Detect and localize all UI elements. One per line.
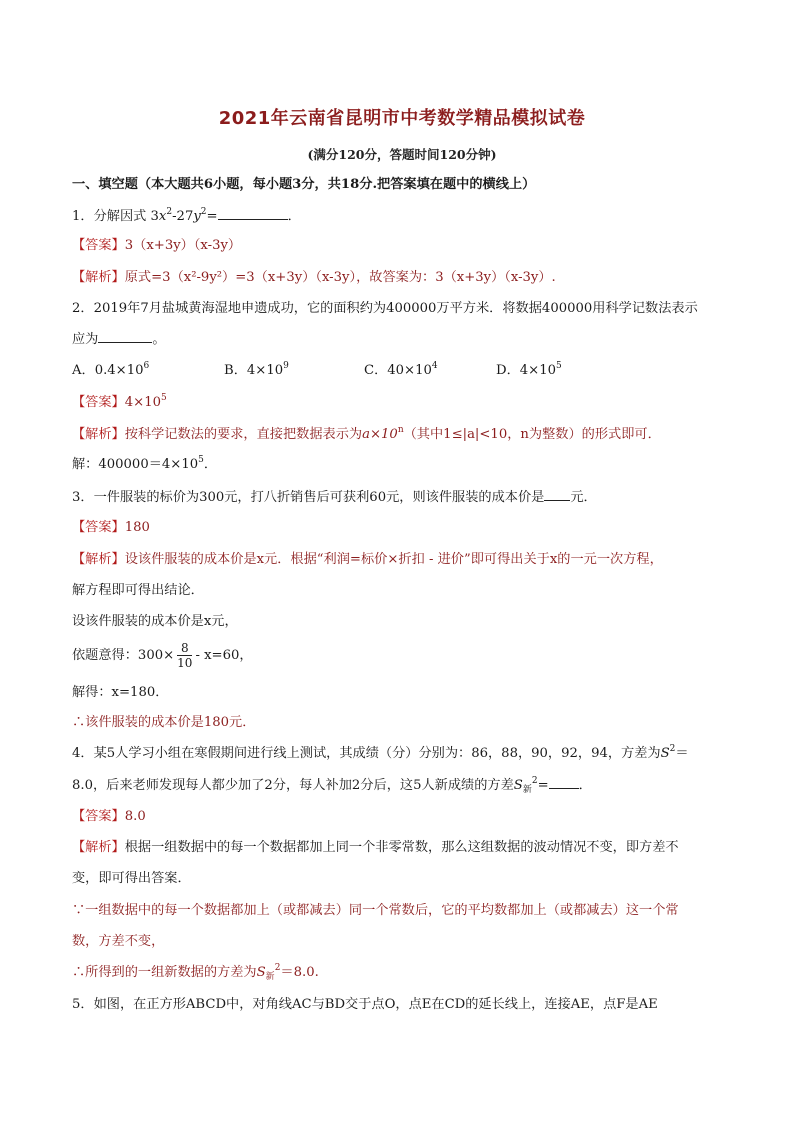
q4-answer: 【答案】8.0: [72, 809, 146, 824]
q2-option-d: D．$4\times 10^5$: [496, 361, 562, 378]
section-heading: 一、填空题（本大题共6小题，每小题3分，共18分.把答案填在题中的横线上）: [72, 177, 536, 192]
q4-stem-line1: 4．某5人学习小组在寒假期间进行线上测试，其成绩（分）分别为：86，88，90，92，94，方差为$S^2=$: [72, 744, 689, 761]
fraction: $\frac{8}{10}$: [177, 641, 193, 670]
q4-reason-line2: 数，方差不变，: [72, 934, 165, 949]
q2-option-b: B．$4\times 10^9$: [224, 361, 289, 378]
q2-stem-line2: 应为 。: [72, 332, 166, 347]
q4-stem-line2: 8.0，后来老师发现每人都少加了2分，每人补加2分后，这5人新成绩的方差$S_新^2=$ ．: [72, 776, 592, 795]
q2-option-c: C．$40\times 10^4$: [364, 361, 438, 378]
q4-reason-line1: ∵一组数据中的每一个数据都加上（或都减去）同一个常数后，它的平均数都加上（或都减去）这一个常: [72, 903, 679, 918]
q3-stem: 3．一件服装的标价为300元，打八折销售后可获利60元，则该件服装的成本价是 元．: [72, 490, 597, 505]
q3-conclusion: ∴该件服装的成本价是180元．: [72, 715, 256, 730]
q2-stem-line1: 2．2019年7月盐城黄海湿地申遗成功，它的面积约为400000万平方米．将数据400000用科学记数法表示: [72, 301, 698, 316]
q2-analysis: 【解析】按科学记数法的要求，直接把数据表示为$a\times 10^n$（其中1≤|a|<10，n为整数）的形式即可．: [72, 425, 661, 442]
answer-blank: [544, 488, 570, 501]
answer-blank: [98, 330, 152, 343]
page-subtitle: (满分120分，答题时间120分钟): [307, 147, 497, 162]
q1-answer: 【答案】3（x+3y）（x-3y）: [72, 238, 242, 253]
q1-analysis: 【解析】原式=3（x²-9y²）=3（x+3y）（x-3y），故答案为：3（x+3y）（x-3y）.: [72, 270, 556, 285]
q2-option-a: A．$0.4\times 10^6$: [72, 361, 150, 378]
q3-step3: 解得：x=180．: [72, 685, 169, 700]
q4-analysis-line1: 【解析】根据一组数据中的每一个数据都加上同一个非零常数，那么这组数据的波动情况不变，即方差不: [72, 840, 679, 855]
q4-analysis-line2: 变，即可得出答案．: [72, 871, 191, 886]
q2-answer: 【答案】$4\times 10^5$: [72, 393, 167, 410]
q5-stem: 5．如图，在正方形ABCD中，对角线AC与BD交于点O，点E在CD的延长线上，连接AE，点F是AE: [72, 997, 658, 1012]
q2-solution: 解：$400000=4\times 10^5$．: [72, 455, 218, 472]
q3-step2: 依题意得：300× $\frac{8}{10}$ - x=60，: [72, 641, 253, 670]
answer-blank: [218, 207, 288, 220]
q3-answer: 【答案】180: [72, 520, 150, 535]
answer-blank: [549, 776, 579, 789]
q3-step1: 设该件服装的成本价是x元，: [72, 614, 238, 629]
q1-stem: 1．分解因式 $3x^2-27y^2=$ ．: [72, 207, 301, 224]
q3-analysis-line1: 【解析】设该件服装的成本价是x元．根据“利润=标价×折扣 - 进价”即可得出关于x的一元一次方程，: [72, 552, 663, 567]
q4-conclusion: ∴所得到的一组新数据的方差为$S_新^2=8.0$.: [72, 963, 319, 982]
page-title: 2021年云南省昆明市中考数学精品模拟试卷: [218, 108, 586, 129]
q3-analysis-line2: 解方程即可得出结论．: [72, 583, 204, 598]
